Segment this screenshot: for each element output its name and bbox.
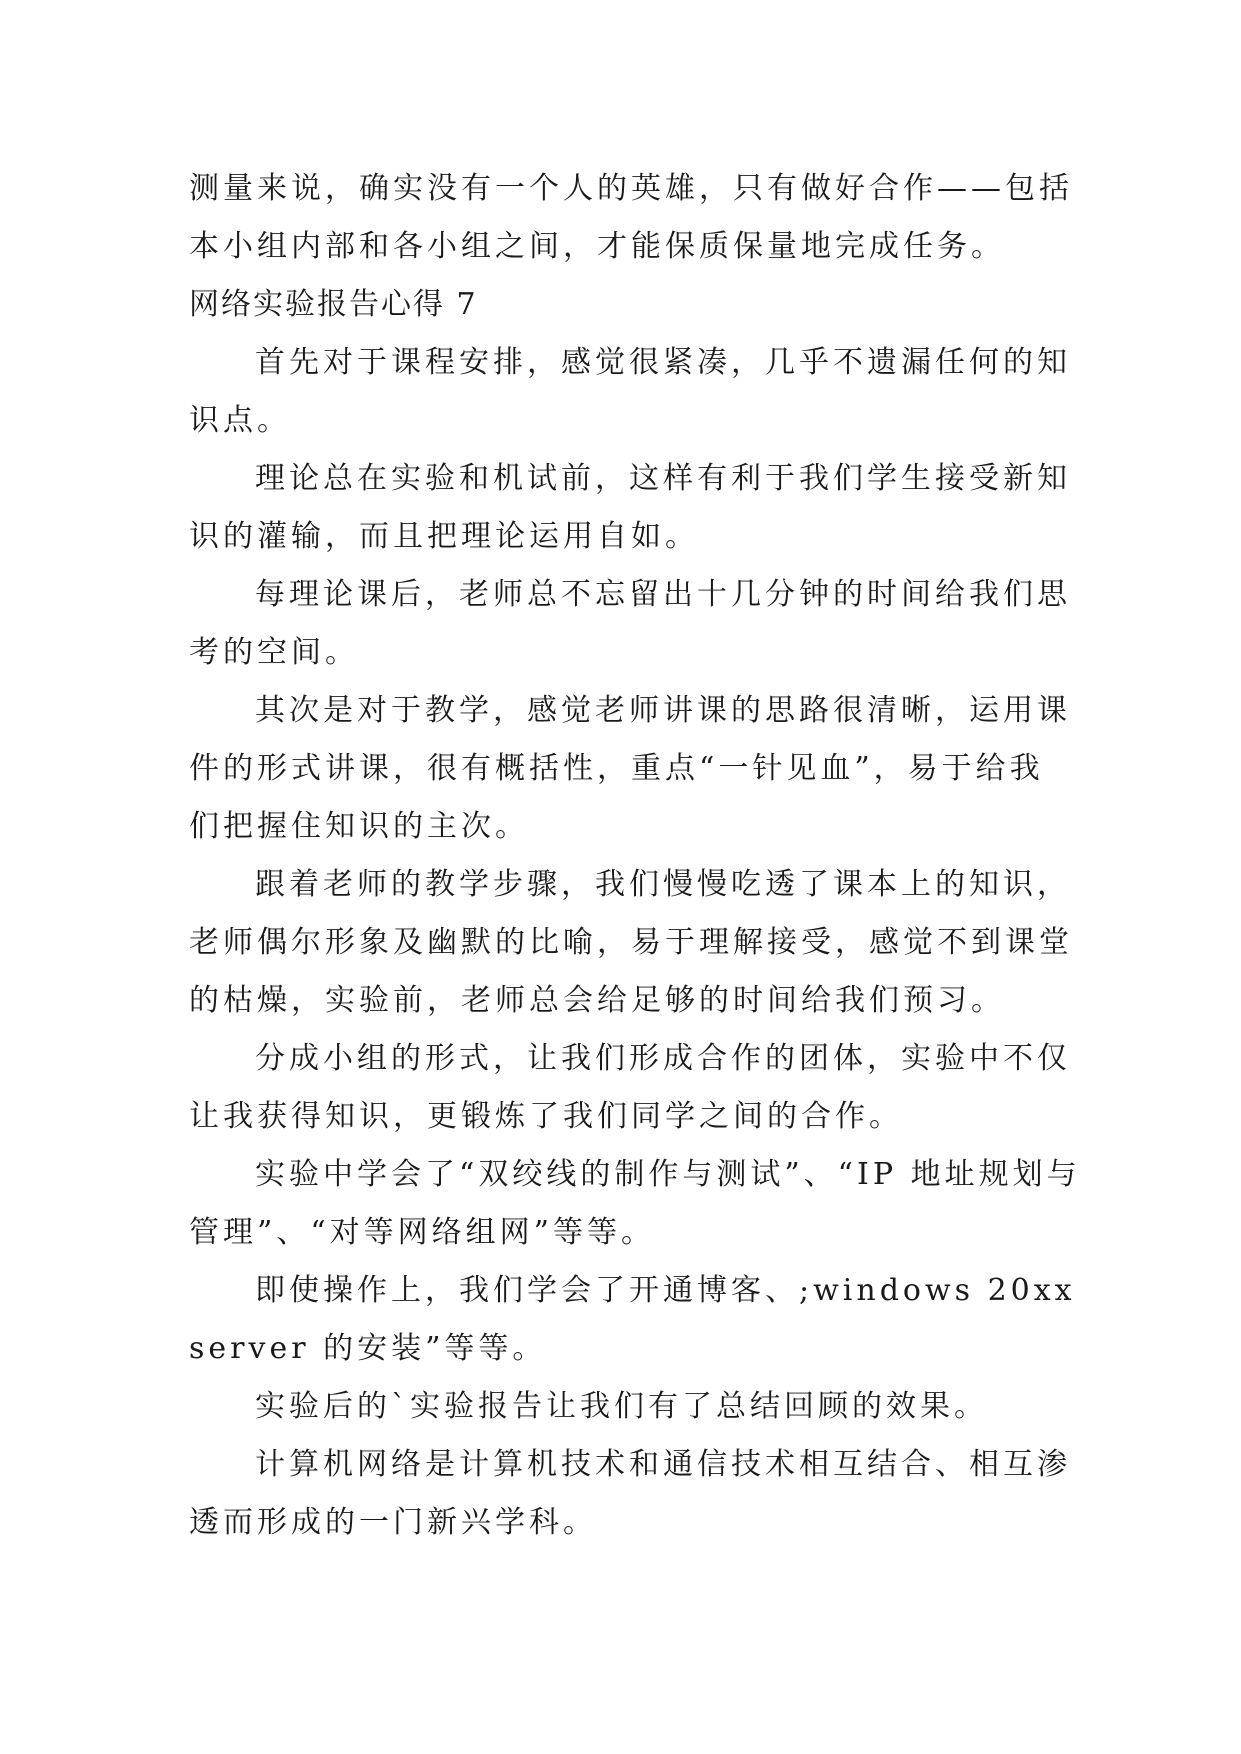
paragraph-first-line: 每理论课后，老师总不忘留出十几分钟的时间给我们思 xyxy=(255,577,1071,612)
paragraph-first-line: 实验中学会了“双绞线的制作与测试”、“IP 地址规划与 xyxy=(255,1157,1081,1192)
text-line: 老师偶尔形象及幽默的比喻，易于理解接受，感觉不到课堂 xyxy=(189,925,1073,960)
paragraph-first-line: 即使操作上，我们学会了开通博客、;windows 20xx xyxy=(255,1273,1076,1308)
paragraph-first-line: 实验后的`实验报告让我们有了总结回顾的效果。 xyxy=(255,1389,988,1424)
text-line: 识的灌输，而且把理论运用自如。 xyxy=(189,519,699,554)
text-line: server 的安装”等等。 xyxy=(189,1331,547,1366)
document-page xyxy=(189,160,1081,1552)
text-line: 让我获得知识，更锻炼了我们同学之间的合作。 xyxy=(189,1099,903,1134)
paragraph-first-line: 跟着老师的教学步骤，我们慢慢吃透了课本上的知识， xyxy=(255,867,1071,902)
section-heading: 网络实验报告心得 7 xyxy=(189,287,478,322)
text-line: 测量来说，确实没有一个人的英雄，只有做好合作——包括 xyxy=(189,171,1073,206)
text-line: 考的空间。 xyxy=(189,635,359,670)
text-line: 透而形成的一门新兴学科。 xyxy=(189,1505,597,1540)
text-line: 识点。 xyxy=(189,403,291,438)
text-line: 件的形式讲课，很有概括性，重点“一针见血”，易于给我 xyxy=(189,751,1044,786)
paragraph-first-line: 分成小组的形式，让我们形成合作的团体，实验中不仅 xyxy=(255,1041,1071,1076)
paragraph-first-line: 计算机网络是计算机技术和通信技术相互结合、相互渗 xyxy=(255,1447,1071,1482)
text-line: 们把握住知识的主次。 xyxy=(189,809,529,844)
text-line: 本小组内部和各小组之间，才能保质保量地完成任务。 xyxy=(189,229,1005,264)
paragraph-first-line: 首先对于课程安排，感觉很紧凑，几乎不遗漏任何的知 xyxy=(255,345,1071,380)
paragraph-first-line: 其次是对于教学，感觉老师讲课的思路很清晰，运用课 xyxy=(255,693,1071,728)
text-line: 管理”、“对等网络组网”等等。 xyxy=(189,1215,656,1250)
text-line: 的枯燥，实验前，老师总会给足够的时间给我们预习。 xyxy=(189,983,1005,1018)
paragraph-first-line: 理论总在实验和机试前，这样有利于我们学生接受新知 xyxy=(255,461,1071,496)
